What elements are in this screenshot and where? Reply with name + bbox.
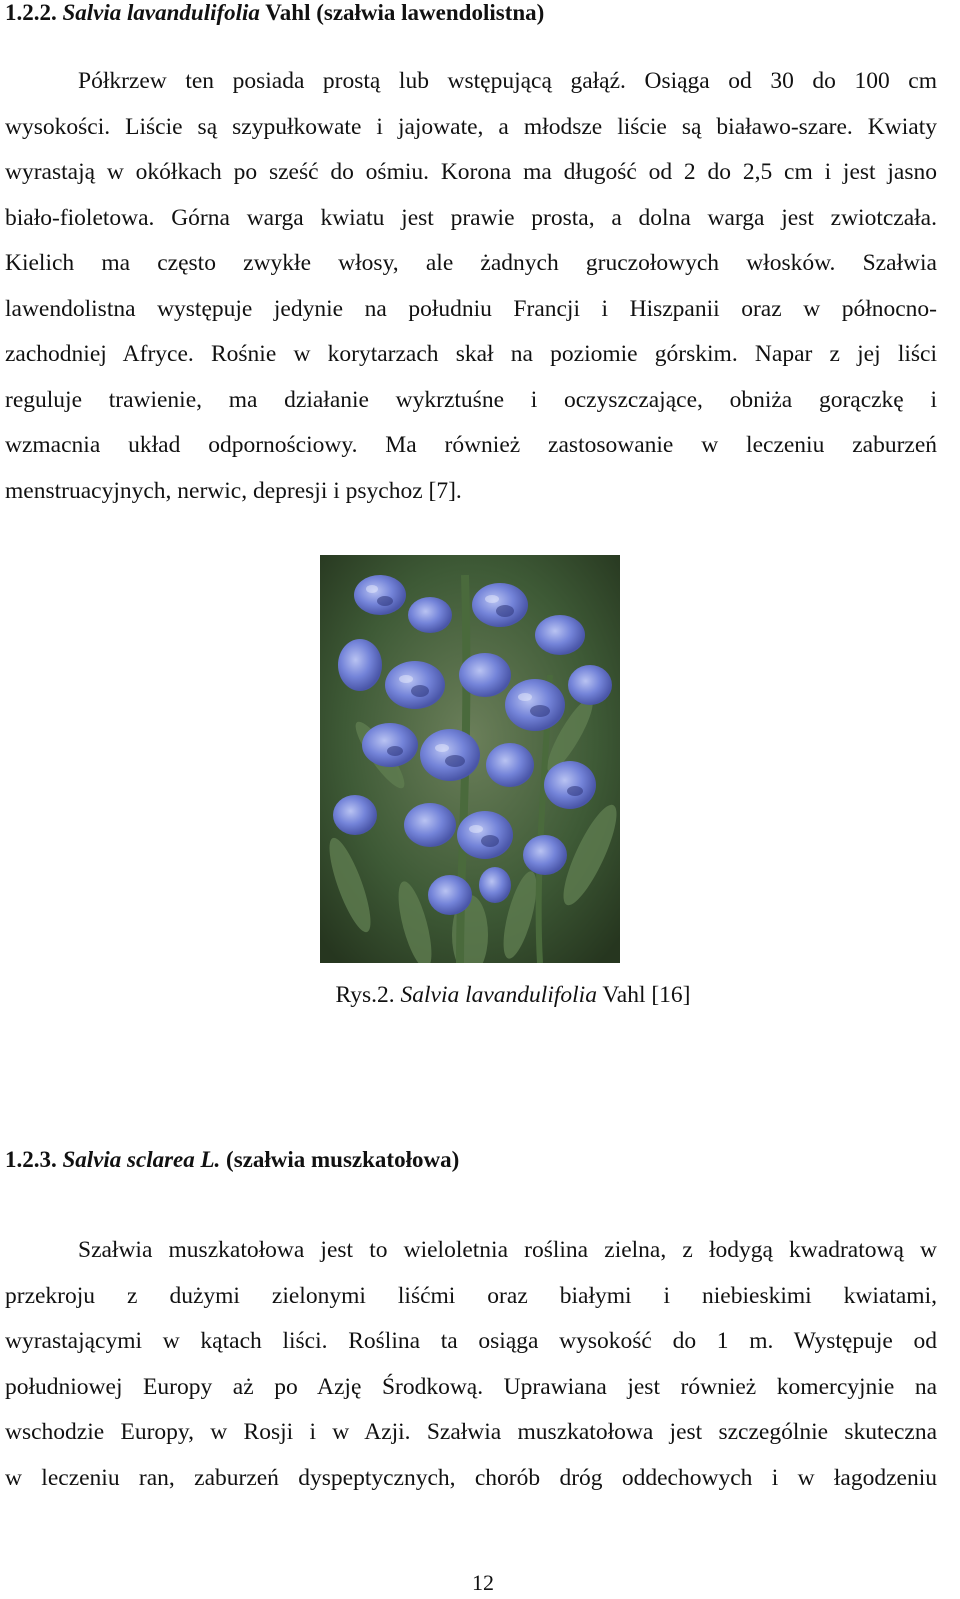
section-heading-salvia-sclarea [5,1147,459,1173]
paragraph-salvia-lavandulifolia [5,59,937,514]
paragraph-line: południowej Europy aż po Azję Środkową. Uprawiana jest również komercyjnie na [5,1373,937,1400]
paragraph-line: biało-fioletowa. Górna warga kwiatu jest prawie prosta, a dolna warga jest zwiotczała. [5,204,937,231]
paragraph-line: wysokości. Liście są szypułkowate i jajowate, a młodsze liście są białawo-szare. Kwiaty [5,113,937,140]
paragraph-line: wschodzie Europy, w Rosji i w Azji. Szałwia muszkatołowa jest szczególnie skuteczna [5,1419,937,1445]
paragraph-line: reguluje trawienie, ma działanie wykrztuśne i oczyszczające, obniża gorączkę i [5,386,937,413]
paragraph-salvia-sclarea [5,1228,937,1501]
paragraph-line: wyrastającymi w kątach liści. Roślina ta osiąga wysokość do 1 m. Występuje od [5,1328,937,1354]
paragraph-line: zachodniej Afryce. Rośnie w korytarzach skał na poziomie górskim. Napar z jej liści [5,341,937,367]
section-number: 1.2.2. [5,0,57,25]
figure-caption-prefix: Rys.2. [335,982,395,1008]
paragraph-line: lawendolistna występuje jedynie na południu Francji i Hiszpanii oraz w północno- [5,295,937,322]
paragraph-line: Kielich ma często zwykłe włosy, ale żadnych gruczołowych włosków. Szałwia [5,250,937,276]
paragraph-line: przekroju z dużymi zielonymi liśćmi oraz białymi i niebieskimi kwiatami, [5,1282,937,1309]
figure-caption-suffix: Vahl [16] [602,982,691,1008]
figure-caption-latin: Salvia lavandulifolia [400,982,597,1008]
flower-photo-illustration [320,555,620,963]
page-number: 12 [472,1570,494,1595]
section-latin-name: Salvia lavandulifolia [62,0,260,25]
paragraph-line: Półkrzew ten posiada prostą lub wstępującą gałąź. Osiąga od 30 do 100 cm [78,68,937,94]
paragraph-line: wyrastają w okółkach po sześć do ośmiu. Korona ma długość od 2 do 2,5 cm i jest jasno [5,159,937,185]
paragraph-line: menstruacyjnych, nerwic, depresji i psychoz [7]. [5,477,462,504]
paragraph-line: w leczeniu ran, zaburzeń dyspeptycznych, chorób dróg oddechowych i w łagodzeniu [5,1464,937,1491]
section-heading-salvia-lavandulifolia [5,0,544,26]
paragraph-line: wzmacnia układ odpornościowy. Ma również zastosowanie w leczeniu zaburzeń [5,432,937,458]
section-number: 1.2.3. [5,1147,57,1172]
paragraph-line: Szałwia muszkatołowa jest to wieloletnia roślina zielna, z łodygą kwadratową w [78,1237,937,1263]
salvia-lavandulifolia-photo [320,555,620,963]
section-latin-name: Salvia sclarea L. [62,1147,221,1172]
section-title-rest: Vahl (szałwia lawendolistna) [265,0,545,25]
figure-caption [0,982,960,1009]
section-title-rest: (szałwia muszkatołowa) [226,1147,460,1172]
